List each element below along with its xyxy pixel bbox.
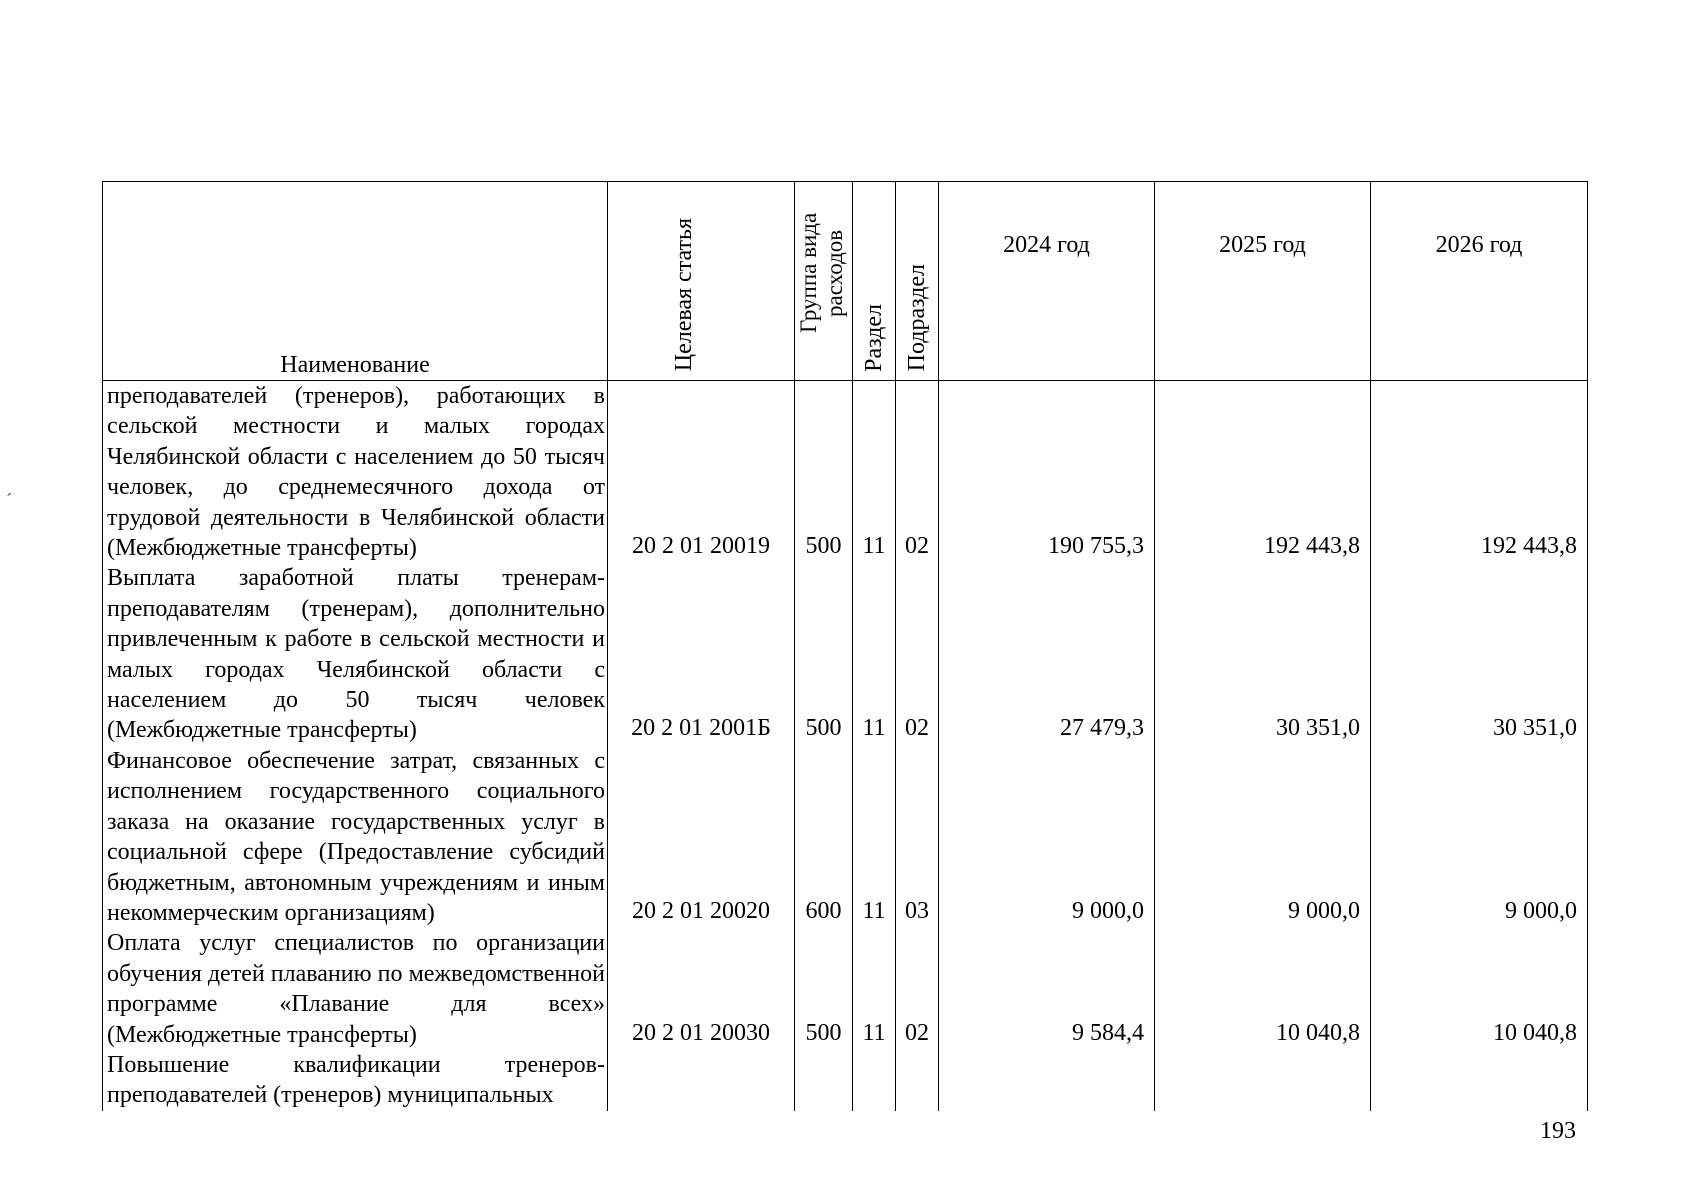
row-subsection: 02 xyxy=(896,381,939,564)
row-amount-2026: 10 040,8 xyxy=(1371,928,1588,1050)
row-amount-2025: 9 000,0 xyxy=(1155,746,1371,928)
row-name: Выплата заработной платы тренерам-преподавателям (тренерам), дополнительно привлеченным к работе в сельской местности и малых городах Челябинской области с населением до 50 тысяч человек (Межбюджетные трансферты) xyxy=(103,563,608,745)
row-expense-group xyxy=(795,1050,853,1111)
row-target-article: 20 2 01 20019 xyxy=(608,381,795,564)
header-year-2025: 2025 год xyxy=(1155,182,1371,381)
header-year-2026: 2026 год xyxy=(1371,182,1588,381)
page-number: 193 xyxy=(1540,1118,1576,1144)
table-row xyxy=(103,746,1588,928)
row-subsection xyxy=(896,1050,939,1111)
table-row xyxy=(103,1050,1588,1111)
row-amount-2025: 10 040,8 xyxy=(1155,928,1371,1050)
row-expense-group: 600 xyxy=(795,746,853,928)
table-row xyxy=(103,563,1588,745)
table-row xyxy=(103,928,1588,1050)
table-header xyxy=(103,182,1588,381)
budget-table xyxy=(102,181,1588,1111)
row-subsection: 02 xyxy=(896,563,939,745)
row-amount-2025 xyxy=(1155,1050,1371,1111)
row-subsection: 02 xyxy=(896,928,939,1050)
row-amount-2026: 9 000,0 xyxy=(1371,746,1588,928)
header-year-2024: 2024 год xyxy=(939,182,1155,381)
row-section: 11 xyxy=(853,928,896,1050)
table-row xyxy=(103,381,1588,564)
row-amount-2026: 30 351,0 xyxy=(1371,563,1588,745)
row-expense-group: 500 xyxy=(795,381,853,564)
row-amount-2026 xyxy=(1371,1050,1588,1111)
row-amount-2024: 190 755,3 xyxy=(939,381,1155,564)
row-section xyxy=(853,1050,896,1111)
header-section: Раздел xyxy=(853,182,896,381)
row-target-article xyxy=(608,1050,795,1111)
row-target-article: 20 2 01 2001Б xyxy=(608,563,795,745)
header-expense-group: Группа вида расходов xyxy=(795,182,853,381)
header-subsection: Подраздел xyxy=(896,182,939,381)
row-section: 11 xyxy=(853,563,896,745)
row-expense-group: 500 xyxy=(795,563,853,745)
row-name: Финансовое обеспечение затрат, связанных с исполнением государственного социального заказа на оказание государственных услуг в социальной сфере (Предоставление субсидий бюджетным, автономным учреждениям и иным некоммерческим организациям) xyxy=(103,746,608,928)
row-amount-2025: 192 443,8 xyxy=(1155,381,1371,564)
row-subsection: 03 xyxy=(896,746,939,928)
row-target-article: 20 2 01 20030 xyxy=(608,928,795,1050)
header-name: Наименование xyxy=(103,182,608,381)
row-amount-2024 xyxy=(939,1050,1155,1111)
row-name: Оплата услуг специалистов по организации обучения детей плаванию по межведомственной программе «Плавание для всех» (Межбюджетные трансферты) xyxy=(103,928,608,1050)
row-name: преподавателей (тренеров), работающих в сельской местности и малых городах Челябинской области с населением до 50 тысяч человек, до среднемесячного дохода от трудовой деятельности в Челябинской области (Межбюджетные трансферты) xyxy=(103,381,608,564)
row-amount-2024: 9 584,4 xyxy=(939,928,1155,1050)
row-section: 11 xyxy=(853,746,896,928)
row-target-article: 20 2 01 20020 xyxy=(608,746,795,928)
header-target-article: Целевая статья xyxy=(608,182,795,381)
row-amount-2026: 192 443,8 xyxy=(1371,381,1588,564)
row-section: 11 xyxy=(853,381,896,564)
row-expense-group: 500 xyxy=(795,928,853,1050)
row-amount-2025: 30 351,0 xyxy=(1155,563,1371,745)
row-amount-2024: 27 479,3 xyxy=(939,563,1155,745)
stray-mark: ˊ xyxy=(6,490,12,510)
row-amount-2024: 9 000,0 xyxy=(939,746,1155,928)
row-name: Повышение квалификации тренеров-преподавателей (тренеров) муниципальных xyxy=(103,1050,608,1111)
